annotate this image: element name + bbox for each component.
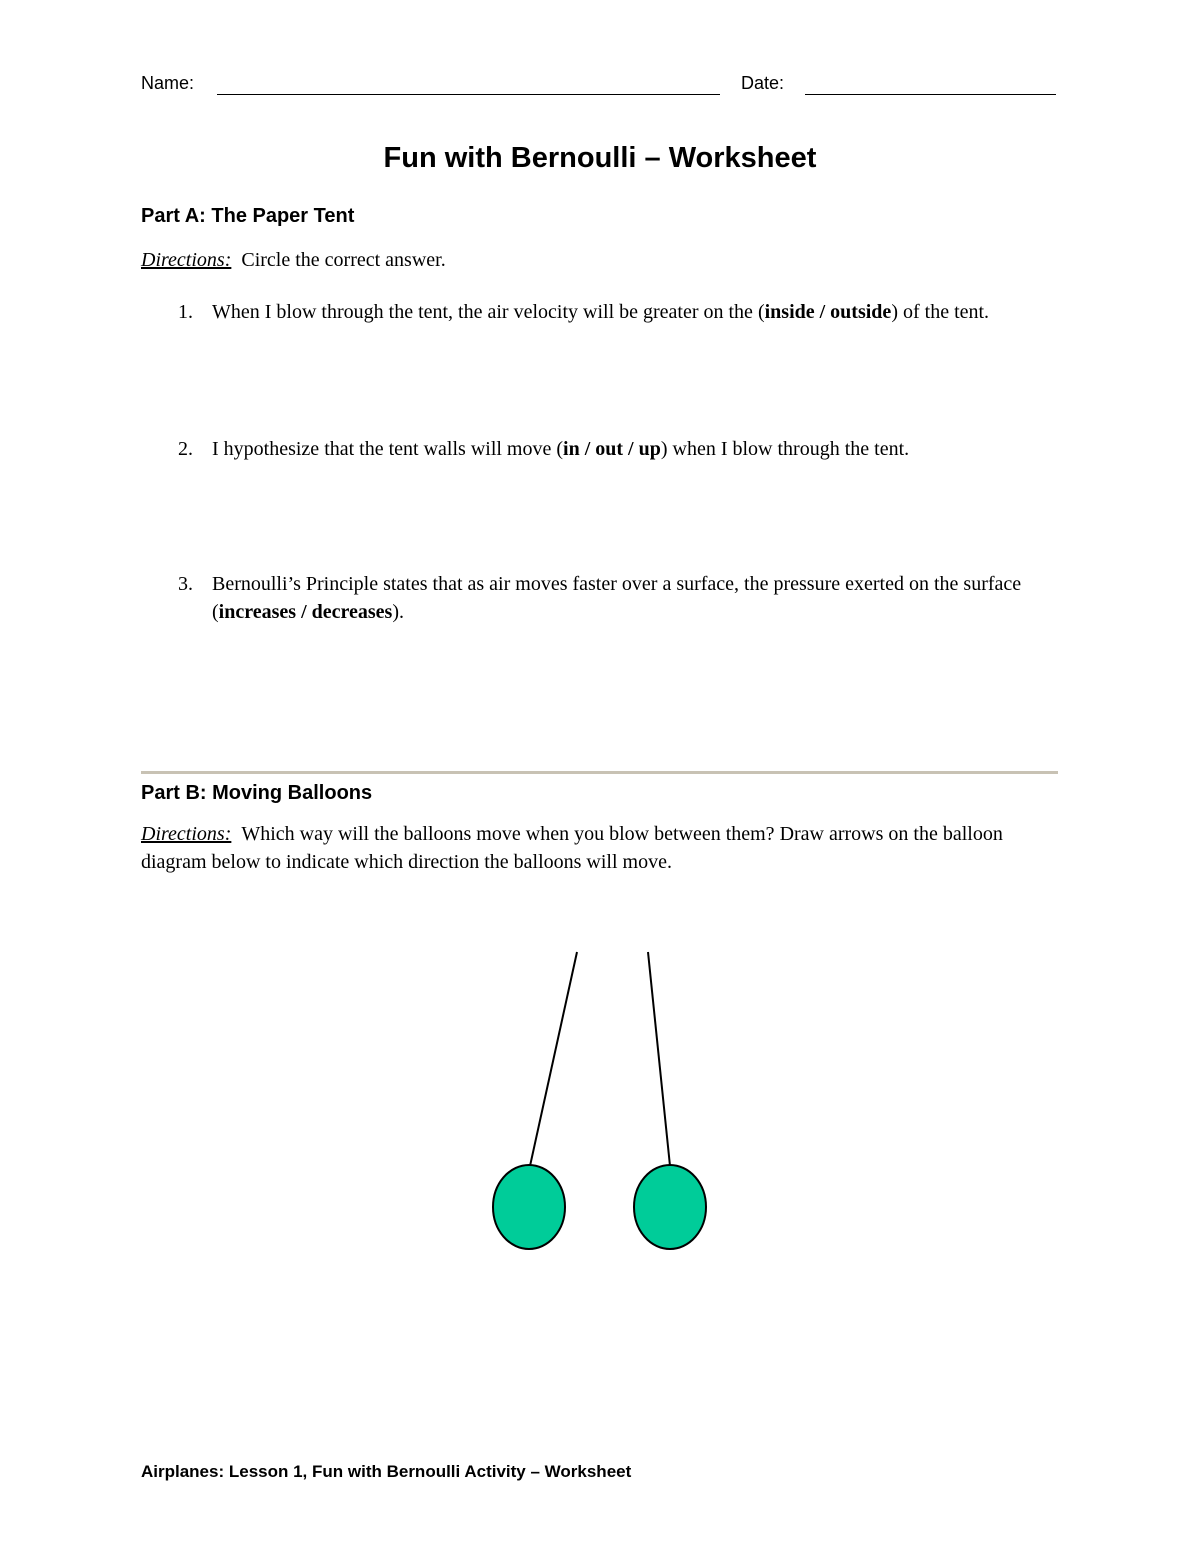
right-balloon-string bbox=[648, 952, 670, 1166]
left-balloon-string bbox=[530, 952, 577, 1166]
question-text: When I blow through the tent, the air velocity will be greater on the ( bbox=[212, 301, 765, 323]
page-footer: Airplanes: Lesson 1, Fun with Bernoulli Activity – Worksheet bbox=[141, 1462, 632, 1481]
question-text-end: ). bbox=[392, 601, 405, 623]
directions-label: Directions: bbox=[141, 823, 232, 845]
answer-options[interactable]: inside / outside bbox=[764, 301, 892, 323]
question-number: 1. bbox=[178, 301, 193, 323]
part-b-heading: Part B: Moving Balloons bbox=[141, 782, 373, 804]
part-a-heading: Part A: The Paper Tent bbox=[141, 205, 355, 227]
question-number: 2. bbox=[178, 438, 193, 460]
page-title: Fun with Bernoulli – Worksheet bbox=[383, 142, 817, 174]
answer-options[interactable]: in / out / up bbox=[563, 438, 661, 460]
question-text-end: ) when I blow through the tent. bbox=[660, 438, 910, 460]
directions-text: Which way will the balloons move when you blow between them? Draw arrows on the balloon diagram below to indicate which direction the balloons will move. bbox=[141, 823, 1003, 873]
question-text: I hypothesize that the tent walls will move ( bbox=[212, 438, 564, 460]
question-number: 3. bbox=[178, 573, 193, 595]
date-label: Date: bbox=[741, 73, 785, 93]
answer-options[interactable]: increases / decreases bbox=[218, 601, 393, 623]
question-text: Bernoulli’s Principle states that as air moves faster over a surface, the pressure exerted on the surface ( bbox=[212, 573, 1022, 623]
directions-label: Directions: bbox=[141, 249, 232, 271]
left-balloon[interactable] bbox=[493, 1165, 565, 1249]
right-balloon[interactable] bbox=[634, 1165, 706, 1249]
name-label: Name: bbox=[141, 73, 195, 93]
question-text-end: ) of the tent. bbox=[891, 301, 990, 323]
directions-text: Circle the correct answer. bbox=[241, 249, 446, 271]
